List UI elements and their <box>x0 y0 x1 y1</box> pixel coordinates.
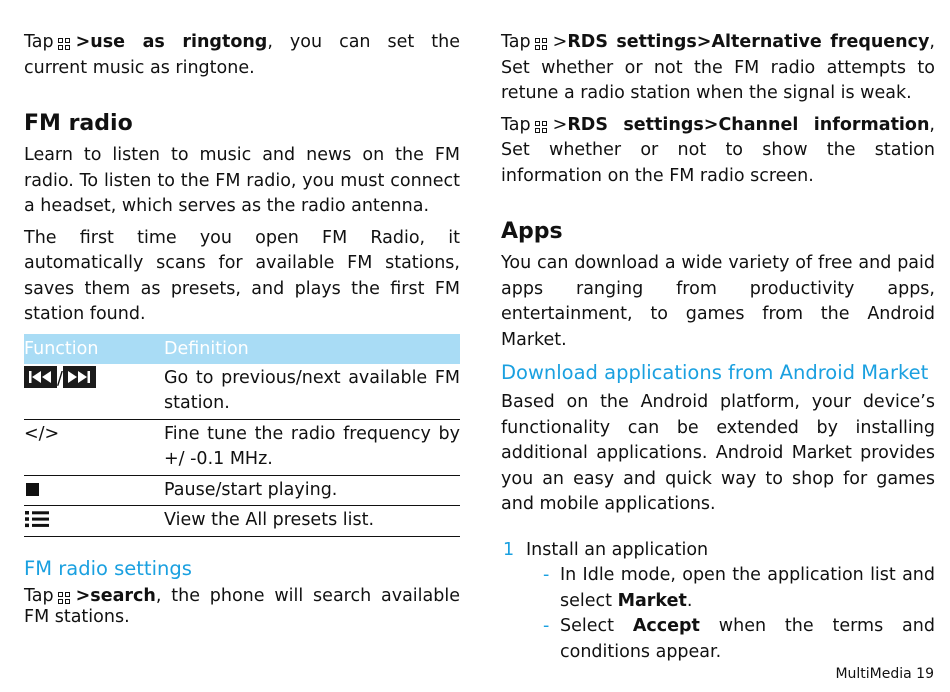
apps-heading: Apps <box>501 219 563 244</box>
menu-icon <box>535 38 547 50</box>
search-command: >search <box>75 585 156 606</box>
bullet-dash: - <box>543 616 550 636</box>
function-cell: </> <box>24 419 164 475</box>
bullet-text: . <box>686 590 693 611</box>
page-footer: MultiMedia 19 <box>835 666 934 682</box>
bullet-idle-mode <box>501 563 935 614</box>
bullet-text: In Idle mode, open the application list and select <box>560 565 935 611</box>
definition-cell: Fine tune the radio frequency by +/ -0.1 MHz. <box>164 419 460 475</box>
search-paragraph <box>24 586 460 628</box>
menu-icon <box>58 592 70 604</box>
market-label: Market <box>617 590 687 611</box>
function-cell <box>24 506 164 537</box>
next-icon <box>63 366 96 388</box>
ringtone-paragraph <box>24 30 460 81</box>
table-row <box>24 475 460 506</box>
step-number: 1 <box>503 539 515 560</box>
bullet-accept <box>501 614 935 665</box>
menu-icon <box>535 121 547 133</box>
gt-sign: > <box>552 32 568 52</box>
tap-word: Tap <box>501 32 531 52</box>
gt-sign: > <box>552 114 568 135</box>
step-text: Install an application <box>526 539 709 560</box>
previous-icon <box>24 366 57 388</box>
download-paragraph: Based on the Android platform, your device’s functionality can be extended by installing additional applications. Android Market provides you an easy and quick way to shop for games and mobile applications. <box>501 392 935 514</box>
download-applications-heading: Download applications from Android Market <box>501 361 929 384</box>
menu-icon <box>58 38 70 50</box>
header-function: Function <box>24 334 164 364</box>
use-as-ringtone-command: >use as ringtong <box>75 32 268 52</box>
right-column <box>501 30 935 671</box>
table-row <box>24 506 460 537</box>
left-column <box>24 30 460 634</box>
fm-radio-heading: FM radio <box>24 111 133 136</box>
definition-cell: Pause/start playing. <box>164 475 460 506</box>
search-text: , the phone will search available FM stations. <box>24 585 460 627</box>
function-cell <box>24 364 164 420</box>
definition-cell: View the All presets list. <box>164 506 460 537</box>
accept-label: Accept <box>632 616 700 636</box>
rds-channel-command: RDS settings>Channel information <box>567 114 930 135</box>
rds-channel-text: , Set whether or not to show the station information on the FM radio screen. <box>501 114 935 186</box>
function-cell <box>24 475 164 506</box>
bullet-text: Select <box>560 616 633 636</box>
tap-word: Tap <box>501 114 531 135</box>
rds-channel-paragraph <box>501 113 935 190</box>
rds-alternative-command: RDS settings>Alternative frequency <box>567 32 930 52</box>
table-row <box>24 419 460 475</box>
step-install <box>501 538 935 564</box>
tap-word: Tap <box>24 585 54 606</box>
list-icon <box>24 510 50 528</box>
bullet-dash: - <box>543 565 550 585</box>
rds-alternative-text: , Set whether or not the FM radio attempts to retune a radio station when the signal is weak. <box>501 32 935 103</box>
stop-icon <box>26 483 39 496</box>
icon-separator: / <box>57 368 63 389</box>
fm-intro-paragraph: Learn to listen to music and news on the FM radio. To listen to the FM radio, you must connect a headset, which serves as the radio antenna. <box>24 145 460 216</box>
fm-first-time-paragraph: The first time you open FM Radio, it automatically scans for available FM stations, saves them as presets, and plays the first FM station found. <box>24 227 460 324</box>
definition-cell: Go to previous/next available FM station. <box>164 364 460 420</box>
table-row <box>24 364 460 420</box>
function-table <box>24 334 460 537</box>
table-header-row <box>24 334 460 364</box>
rds-alternative-paragraph <box>501 30 935 107</box>
bullet-text: when the terms and conditions appear. <box>560 616 935 662</box>
apps-paragraph: You can download a wide variety of free and paid apps ranging from productivity apps, entertainment, to games from the Android Market. <box>501 253 935 350</box>
ringtone-text: , you can set the current music as ringtone. <box>24 32 460 78</box>
header-definition: Definition <box>164 334 460 364</box>
tap-word: Tap <box>24 32 54 52</box>
fm-radio-settings-heading: FM radio settings <box>24 556 192 580</box>
